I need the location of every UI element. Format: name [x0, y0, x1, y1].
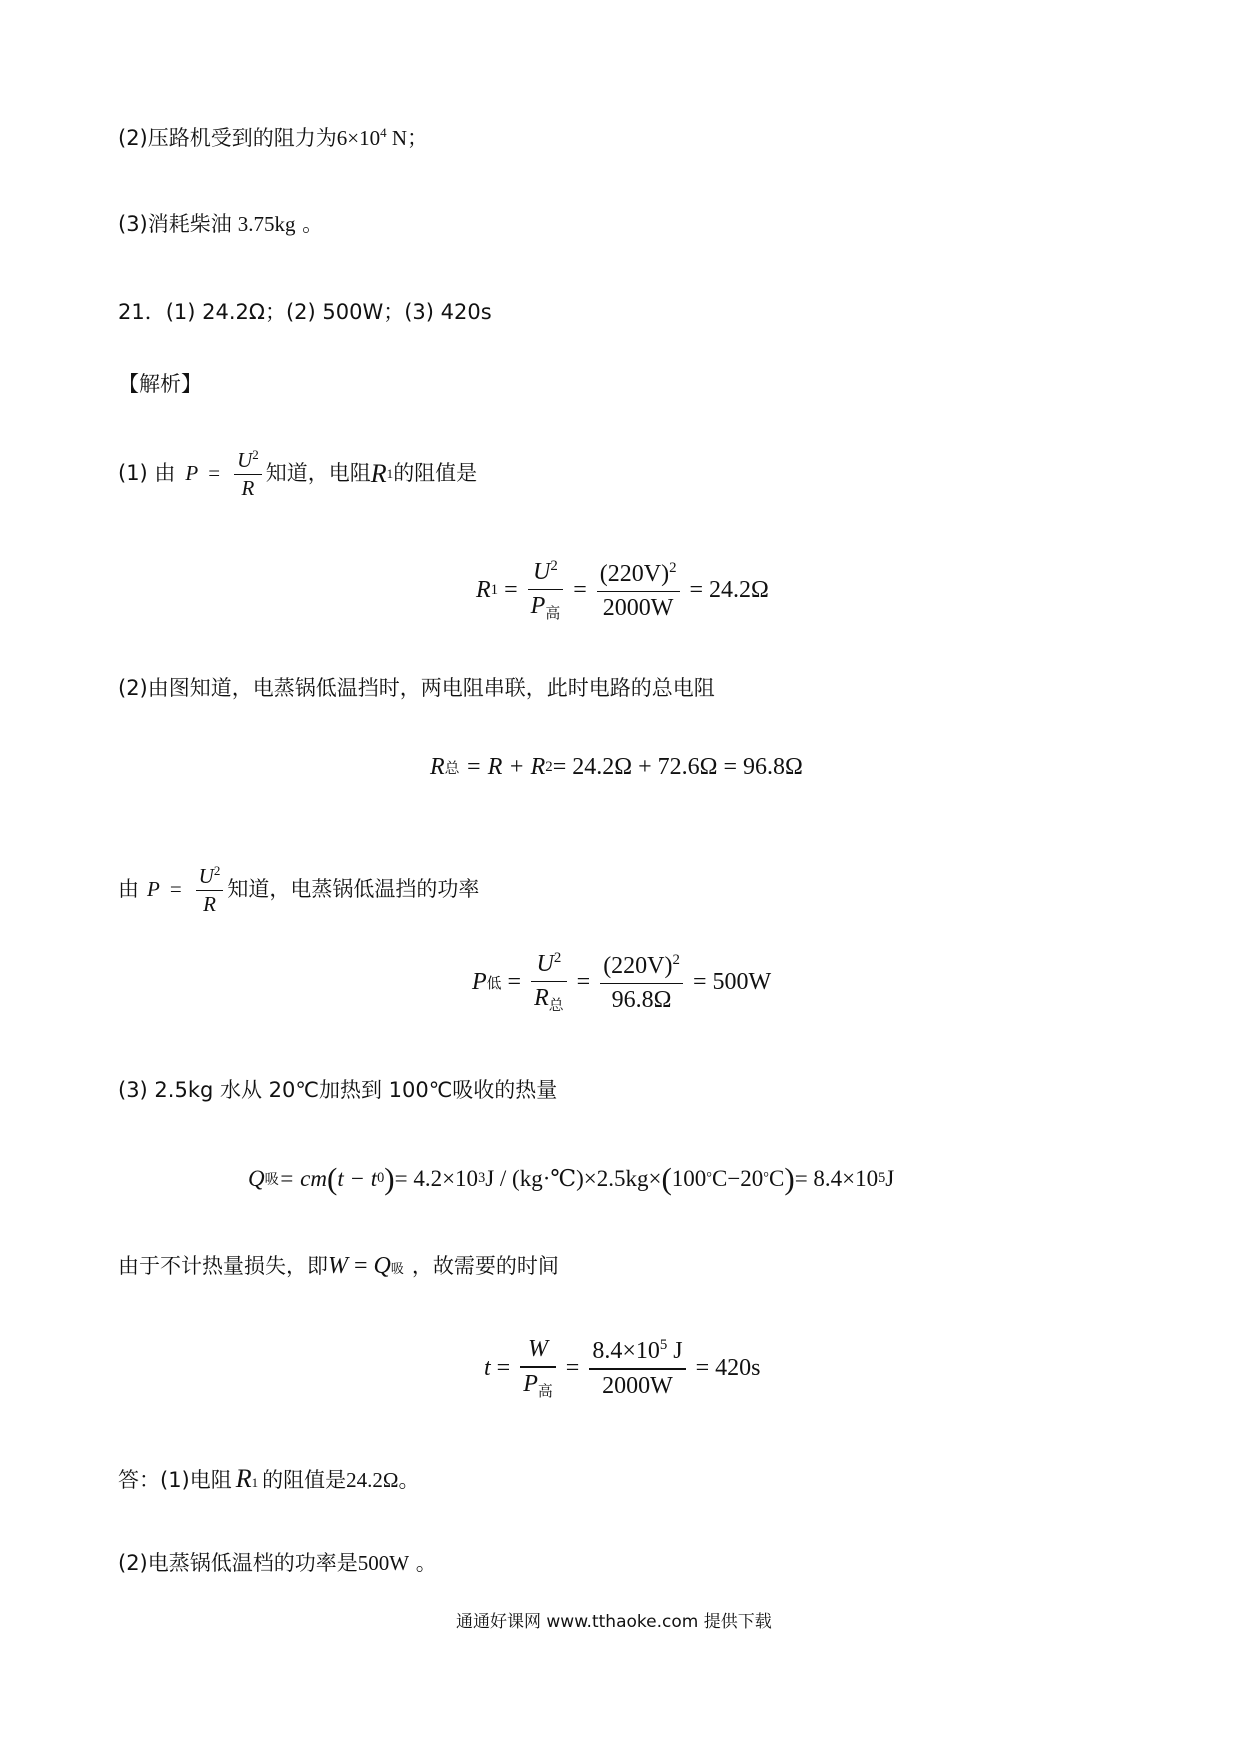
exponent: 2 [672, 951, 680, 968]
value: 24.2Ω [346, 1468, 399, 1492]
numerator: (220V) [599, 560, 670, 587]
answer-line-3-diesel [118, 214, 323, 235]
temperature: 100 [671, 1165, 707, 1191]
text-segment: 由于不计热量损失，即 [118, 1254, 328, 1278]
fraction-u2-over-r [196, 864, 224, 915]
symbol-r: R [203, 892, 216, 917]
equation-low-power: P 低 = $\frac{U^2}{R_总}$ = $\frac{(220V)^2}{96.8\Omega}$ = 500W [472, 950, 772, 1015]
text-segment: 的阻值是 [262, 1468, 347, 1492]
text-segment: 答：(1)电阻 [118, 1468, 232, 1492]
unit: J [885, 1165, 895, 1191]
exponent: 2 [213, 863, 221, 878]
answer-summary-2 [118, 1553, 437, 1574]
fraction-u2-over-rtotal [531, 950, 567, 1016]
equation-total-resistance [430, 754, 803, 781]
symbol-p: P [530, 593, 546, 620]
result: = 420s [695, 1354, 761, 1381]
text-segment: 知道，电阻 [265, 461, 371, 486]
symbol-p: P [147, 877, 160, 902]
subscript: 1 [251, 1475, 259, 1490]
text-segment: (2)压路机受到的阻力为 [118, 125, 337, 150]
symbol-r: R [241, 476, 255, 501]
text-segment: 的阻值是 [393, 461, 478, 486]
equation-heat-absorbed: Q 吸 = cm ( t − t 0 ) = 4.2×10 3 J / (kg·℃)×2.5kg× ( 100 ° C−20 ° C ) = 8.4×10 5 J [248, 1161, 895, 1196]
temperature: C−20 [711, 1165, 764, 1191]
part-2-intro: (2)由图知道，电蒸锅低温挡时，两电阻串联，此时电路的总电阻 [118, 676, 715, 700]
subscript: 总 [444, 759, 460, 777]
denominator: 2000W [602, 1372, 673, 1399]
part-1-intro [118, 448, 477, 499]
fraction-numeric [600, 952, 683, 1014]
cm-term: = cm [278, 1165, 327, 1191]
symbol-r: R [476, 577, 491, 604]
symbol-r: R [235, 1464, 252, 1493]
symbol-r: R [534, 985, 549, 1012]
fraction-w-over-p [520, 1336, 556, 1401]
exponent: 2 [550, 558, 558, 574]
subscript: 高 [545, 604, 561, 623]
page-footer: 通通好课网 www.tthaoke.com 提供下载 [456, 1612, 772, 1632]
value-part: J / (kg·℃)×2.5kg× [485, 1165, 662, 1191]
degree: ° [706, 1170, 712, 1187]
exponent: 5 [659, 1337, 668, 1354]
value-part: = 8.4×10 [794, 1165, 879, 1191]
symbol-u: U [533, 558, 551, 585]
unit: C [769, 1165, 785, 1191]
symbol-q: Q [373, 1253, 391, 1279]
result: = 24.2Ω [689, 577, 769, 604]
symbol-u: U [536, 950, 554, 977]
equals-sign: = [348, 1253, 374, 1279]
denominator: 96.8Ω [611, 987, 672, 1014]
fraction-numeric [589, 1337, 685, 1399]
subscript: 总 [548, 996, 564, 1015]
unit: N； [386, 125, 429, 150]
t-term: t − t [337, 1165, 378, 1191]
value: 500W [357, 1551, 410, 1575]
text-segment: ，故需要的时间 [411, 1254, 559, 1278]
equation-r1: R 1 = $\frac{U^2}{P_高}$ = $\frac{(220V)^2}{2000W}$ = 24.2Ω [476, 558, 769, 623]
symbol-u: U [198, 863, 214, 888]
sum-result: = 24.2Ω + 72.6Ω = 96.8Ω [552, 754, 803, 780]
text-segment: (3)消耗柴油 [118, 212, 232, 236]
symbol-r: R [370, 458, 387, 488]
symbol-p: P [523, 1370, 538, 1397]
equals-sign: = [208, 461, 221, 486]
tail: 。 [398, 1468, 420, 1492]
part-3-intro: (3) 2.5kg 水从 20℃加热到 100℃吸收的热量 [118, 1078, 558, 1102]
subscript: 吸 [390, 1262, 404, 1277]
exponent: 2 [252, 447, 259, 462]
unit: J [667, 1338, 683, 1365]
equals-sign: = [169, 877, 182, 902]
sum-expression: = R + R [465, 754, 546, 780]
subscript: 1 [490, 582, 499, 599]
subscript: 吸 [264, 1171, 279, 1188]
value-part: = 4.2×10 [394, 1165, 479, 1191]
denominator: 2000W [602, 595, 674, 622]
tail: 。 [409, 1551, 437, 1575]
value: 6×10 [336, 125, 381, 150]
exponent: 3 [478, 1170, 486, 1187]
question-21-answers: 21．(1) 24.2Ω；(2) 500W；(3) 420s [118, 300, 492, 324]
symbol-r: R [430, 754, 445, 780]
fraction-numeric [597, 560, 680, 622]
fraction-u2-over-r [234, 448, 262, 499]
exponent: 2 [669, 559, 677, 576]
answer-summary-1 [118, 1466, 420, 1492]
exponent: 5 [878, 1170, 886, 1187]
exponent: 2 [553, 950, 562, 966]
subscript: 高 [537, 1381, 553, 1400]
answer-line-2-resistance [118, 126, 428, 149]
symbol-p: P [472, 969, 487, 996]
numerator: (220V) [603, 952, 673, 979]
subscript: 低 [486, 974, 502, 993]
text-segment: (2)电蒸锅低温档的功率是 [118, 1551, 358, 1575]
value: 3.75kg [237, 212, 296, 236]
degree: ° [763, 1170, 769, 1187]
symbol-p: P [185, 461, 199, 486]
symbol-t: t [484, 1354, 491, 1381]
subscript: 0 [377, 1170, 385, 1187]
subscript: 2 [545, 759, 553, 775]
text-segment: 知道，电蒸锅低温挡的功率 [227, 877, 480, 902]
result: = 500W [692, 969, 772, 996]
analysis-heading: 【解析】 [118, 372, 202, 396]
text-segment: 由 [118, 877, 139, 902]
subscript: 1 [386, 466, 394, 482]
text-segment: (1) 由 [118, 461, 176, 486]
fraction-u2-over-p [528, 558, 564, 624]
symbol-w: W [328, 1253, 348, 1279]
numerator: 8.4×10 [592, 1338, 660, 1365]
symbol-u: U [237, 447, 253, 472]
symbol-w: W [527, 1336, 548, 1362]
low-power-intro [118, 864, 479, 915]
no-heat-loss-line [118, 1254, 559, 1278]
exponent: 4 [380, 125, 387, 140]
equation-time: t = $\frac{W}{P_高}$ = $\frac{8.4\times 10^5 J}{2000W}$ = 420s [484, 1336, 761, 1400]
symbol-q: Q [248, 1165, 265, 1191]
tail: 。 [295, 212, 324, 236]
